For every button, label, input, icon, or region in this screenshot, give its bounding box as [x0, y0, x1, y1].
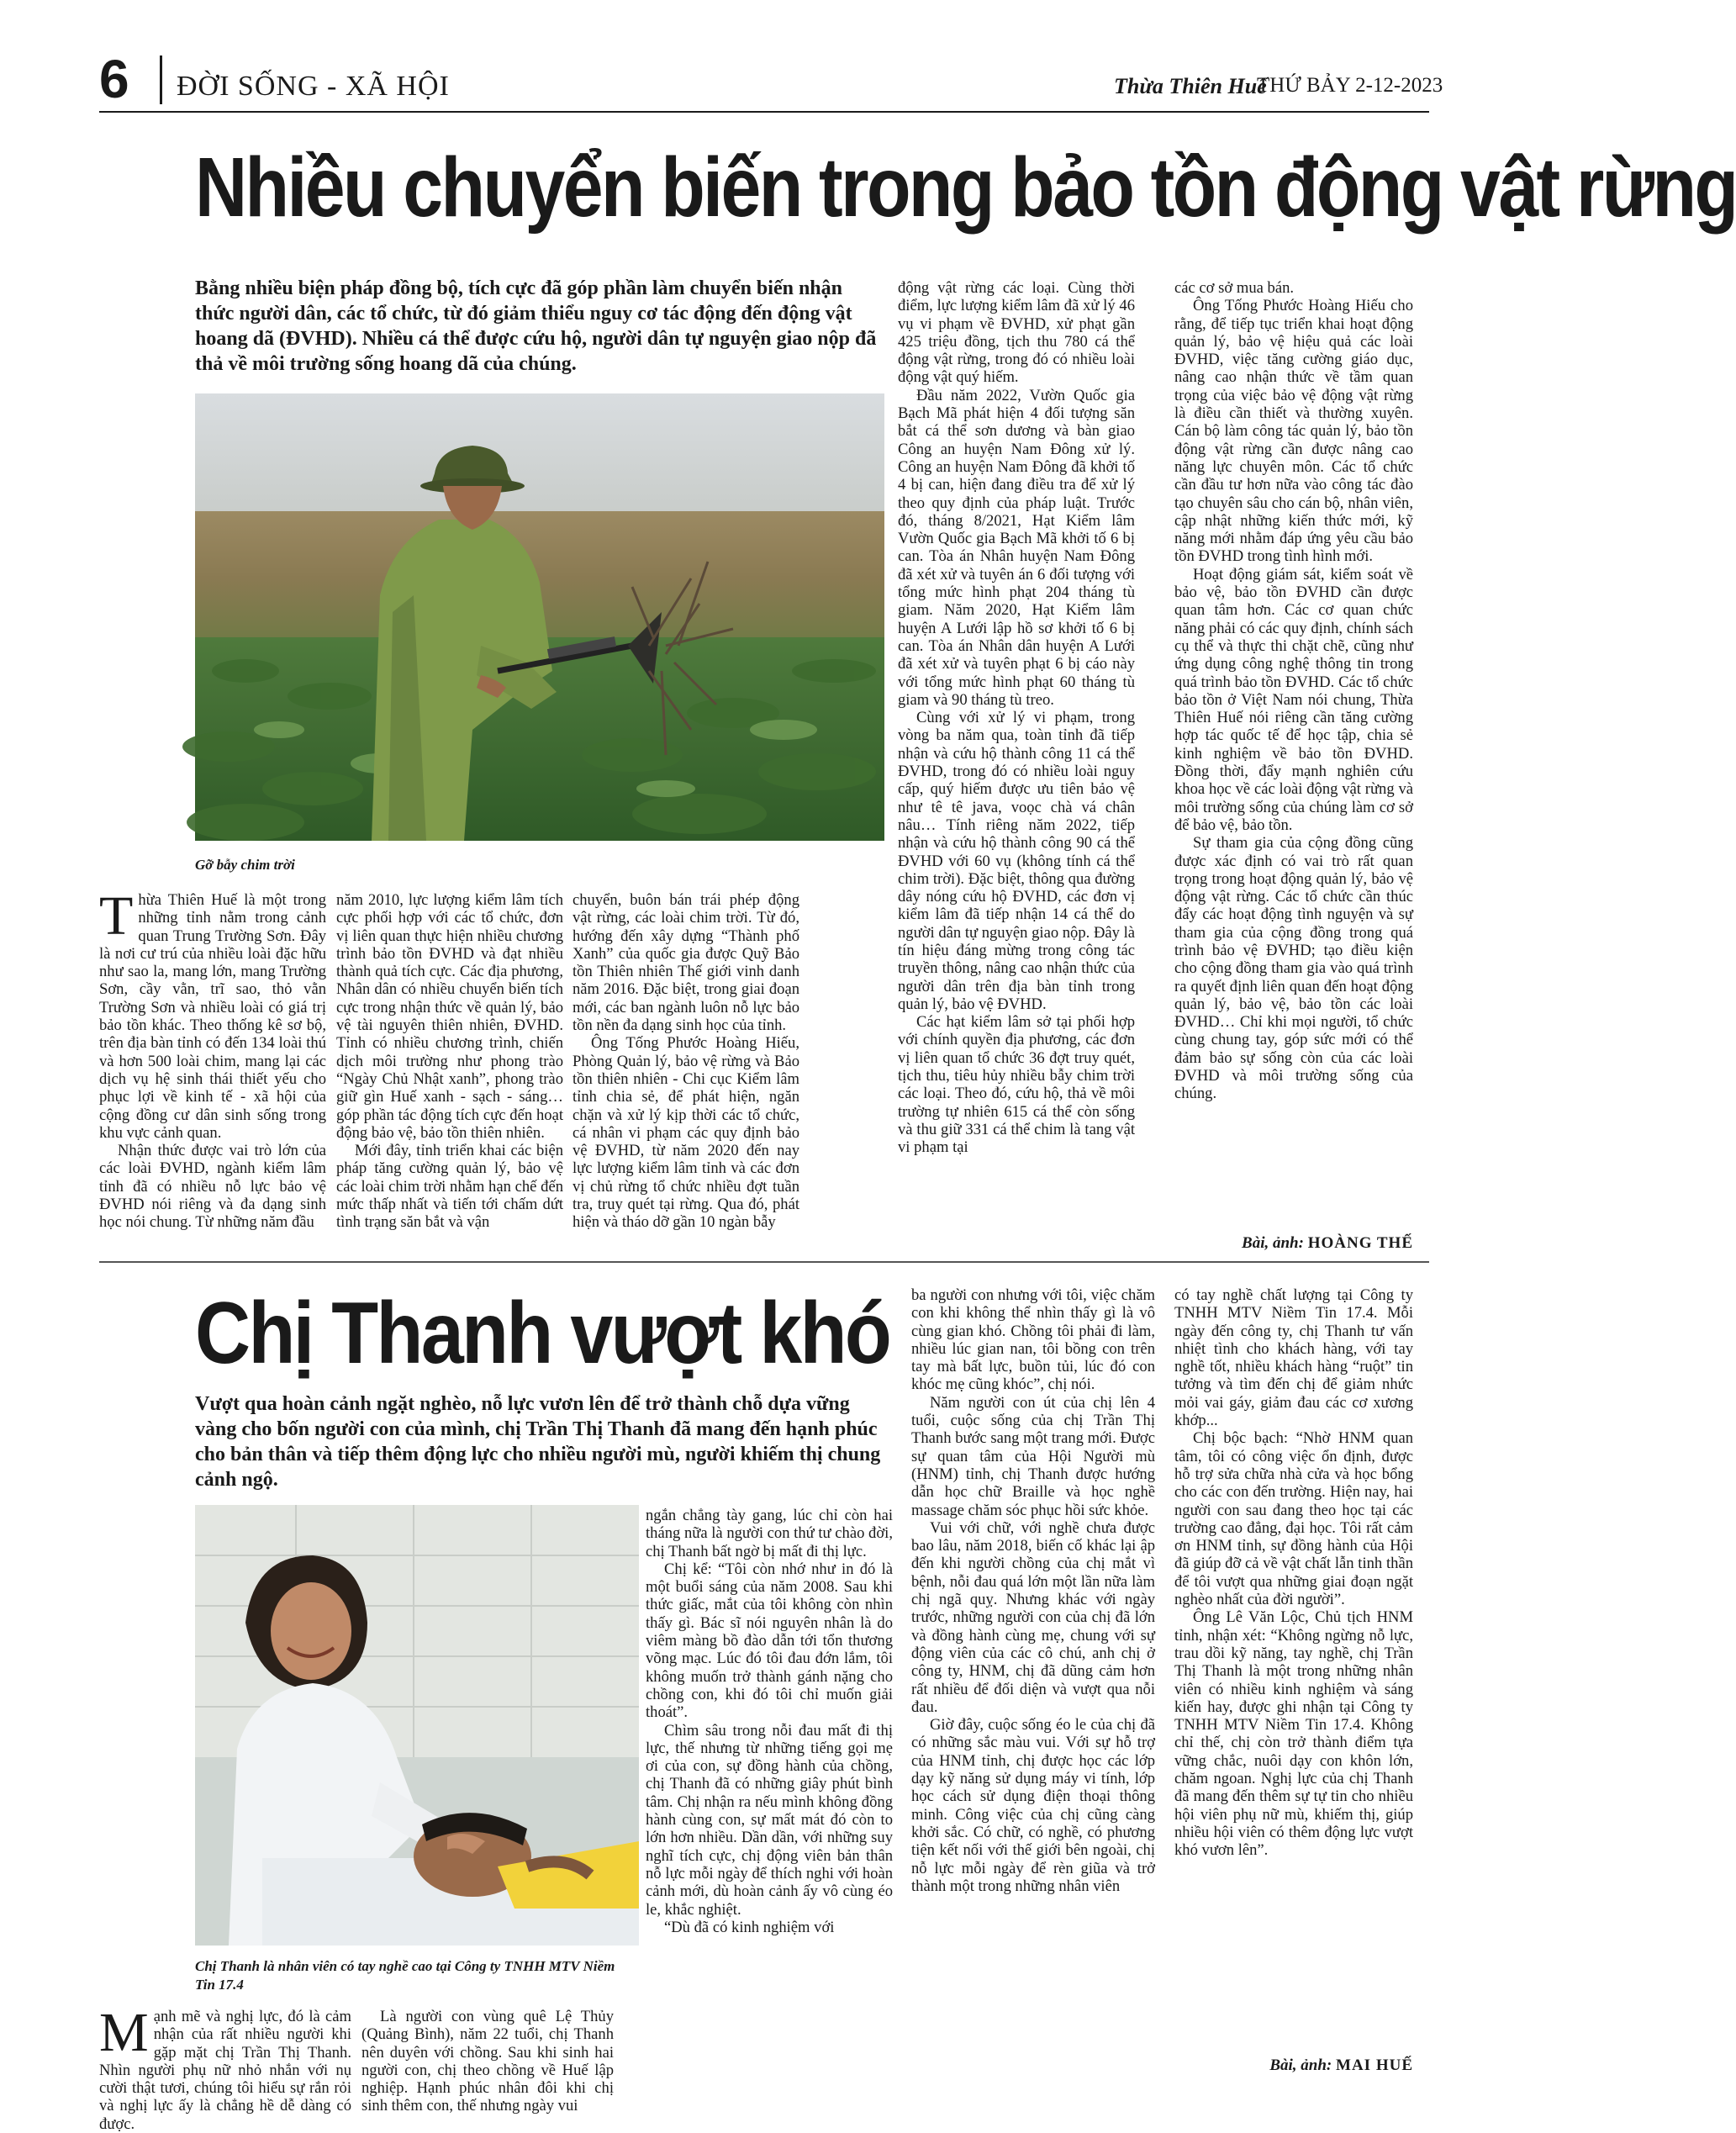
article2-column-4 — [911, 1286, 1155, 2078]
header-divider — [160, 55, 162, 104]
article1-col5-para: Hoạt động giám sát, kiểm soát về bảo vệ, bảo tồn ĐVHD cần được quan tâm hơn. Các cơ quan chức năng phải có các quy định, chính sách cụ thể và thực thi chặt chẽ, cũng như ứng dụng công nghệ thông tin trong quá trình bảo tồn ĐVHD. Các tổ chức bảo tồn ở Việt Nam nói chung, Thừa Thiên Huế nói riêng cần tăng cường hợp tác quốc tế để học tập, chia sẻ kinh nghiệm về bảo tồn ĐVHD. Đồng thời, đẩy mạnh nghiên cứu khoa học về các loài động vật rừng và môi trường sống của chúng làm cơ sở để bảo vệ, bảo tồn. — [1174, 565, 1413, 834]
article-separator — [99, 1261, 1429, 1263]
drop-cap: M — [99, 2002, 149, 2063]
article1-col5-para: các cơ sở mua bán. — [1174, 279, 1295, 297]
article2-photo — [195, 1505, 639, 1946]
article1-col5-para: Ông Tống Phước Hoàng Hiếu cho rằng, để tiếp tục triển khai hoạt động quản lý, bảo vệ hiệu quả các loài ĐVHD, việc tăng cường giáo dục, nâng cao nhận thức về tầm quan trọng của việc bảo vệ động vật rừng là điều cần thiết và thường xuyên. Cán bộ làm công tác quản lý, bảo tồn động vật rừng cần được nâng cao năng lực chuyên môn. Các tổ chức cần đầu tư hơn nữa vào công tác đào tạo chuyên sâu cho cán bộ, nhân viên, cập nhật những kiến thức mới, kỹ năng mới nhằm đáp ứng yêu cầu bảo tồn ĐVHD trong tình hình mới. — [1174, 297, 1413, 566]
article1-col3-para: chuyển, buôn bán trái phép động vật rừng, các loài chim trời. Từ đó, hướng đến xây dựng “Thành phố Xanh” của quốc gia được Quỹ Bảo tồn Thiên nhiên Thế giới vinh danh năm 2016. Đặc biệt, trong giai đoạn mới, các ban ngành luôn nỗ lực bảo tồn nền đa dạng sinh học của tỉnh. — [573, 891, 799, 1035]
massage-photo — [195, 1505, 639, 1946]
article1-col4-para: động vật rừng các loại. Cùng thời điểm, lực lượng kiểm lâm đã xử lý 46 vụ vi phạm về ĐVHD, xử phạt gần 425 triệu đồng, tịch thu 780 cá thể động vật rừng, trong đó có nhiều loài động vật quý hiếm. — [898, 279, 1135, 387]
article1-photo-caption: Gỡ bẫy chim trời — [195, 857, 295, 873]
header-rule — [99, 111, 1429, 113]
article1-col4-para: Các hạt kiểm lâm sở tại phối hợp với chính quyền địa phương, các đơn vị liên quan tổ chức 36 đợt truy quét, tịch thu, tiêu hủy nhiều bẫy chim trời các loại. Theo đó, cứu hộ, thả về môi trường tự nhiên 615 cá thể còn sống và thu giữ 331 cá thể chim là tang vật vi phạm tại — [898, 1013, 1135, 1157]
article1-col1-para: Thừa Thiên Huế là một trong những tỉnh nằm trong cảnh quan Trung Trường Sơn. Đây là nơi cư trú của nhiều loài đặc hữu như sao la, mang lớn, mang Trường Sơn, cầy vằn, trĩ sao, thỏ vằn Trường Sơn và nhiều loài có giá trị bảo tồn khác. Theo thống kê sơ bộ, trên địa bàn tỉnh có đến 134 loài thú và hơn 500 loài chim, mang lại các dịch vụ hệ sinh thái thiết yếu cho phục lợi về kinh tế - xã hội của cộng đồng cư dân sinh sống trong khu vực cảnh quan. — [99, 885, 326, 1142]
section-title: ĐỜI SỐNG - XÃ HỘI — [177, 71, 450, 102]
article2-col4-para: ba người con nhưng với tôi, việc chăm con khi không thể nhìn thấy gì là vô cùng gian khó. Chồng tôi phải đi làm, nhiều lúc gian nan, tôi bồng con trên tay mà bất lực, buồn tủi, lúc đó con khóc mẹ cũng khóc”, chị nói. — [911, 1286, 1155, 1394]
article2-column-1 — [99, 2002, 351, 2133]
article2-col2-para: Là người con vùng quê Lệ Thủy (Quảng Bình), năm 22 tuổi, chị Thanh nên duyên với chồng. Sau khi sinh hai người con, chị theo chồng về Huế lập nghiệp. Hạnh phúc nhân đôi khi chị sinh thêm con, thế nhưng ngày vui — [361, 2008, 614, 2115]
article2-photo-caption: Chị Thanh là nhân viên có tay nghề cao tại Công ty TNHH MTV Niềm Tin 17.4 — [195, 1958, 615, 1993]
article2-headline: Chị Thanh vượt khó — [195, 1285, 890, 1382]
article1-column-4 — [898, 279, 1135, 1254]
article2-col5-para: Ông Lê Văn Lộc, Chủ tịch HNM tỉnh, nhận xét: “Không ngừng nỗ lực, trau dồi kỹ năng, tay nghề, chị Trần Thị Thanh là một trong những nhân viên có nhiều kinh nghiệm và sáng kiến hay, được ghi nhận tại Công ty TNHH MTV Niềm Tin 17.4. Không chỉ thế, chị còn trở thành điểm tựa vững chắc, nuôi dạy con khôn lớn, chăm ngoan. Nghị lực của chị Thanh đã mang đến thêm sự tự tin cho nhiều hội viên phụ nữ mù, khiếm thị, giúp nhiều hội viên có thêm động lực vượt khó vươn lên”. — [1174, 1608, 1413, 1860]
article2-col3-para: Chìm sâu trong nỗi đau mất đi thị lực, thế nhưng từ những tiếng gọi mẹ ơi của con, sự đồng hành của chồng, chị Thanh đã có những giây phút bình tâm. Chị nhận ra nếu mình không đồng hành cùng con, sự mất mát đó còn to lớn hơn nhiều. Dần dần, với những suy nghĩ tích cực, chị động viên bản thân nỗ lực mỗi ngày để thích nghi với hoàn cảnh mới, dù hoàn cảnh ấy vô cùng éo le, khắc nghiệt. — [646, 1721, 893, 1919]
article1-col4-para: Cùng với xử lý vi phạm, trong vòng ba năm qua, toàn tỉnh đã tiếp nhận và cứu hộ thành công 11 cá thể ĐVHD, trong đó có nhiều loài nguy cấp, quý hiếm được ưu tiên bảo vệ như tê tê java, voọc chà vá chân nâu… Tính riêng năm 2022, tiếp nhận và cứu hộ thành công 90 cá thể ĐVHD với 60 vụ (không tính cá thể chim trời). Đặc biệt, thông qua đường dây nóng cứu hộ ĐVHD, các đơn vị kiểm lâm đã tiếp nhận 14 cá thể do người dân tự nguyện giao nộp. Đây là tín hiệu đáng mừng trong công tác truyền thông, nâng cao nhận thức của người dân trên địa bàn tỉnh trong quản lý, bảo vệ ĐVHD. — [898, 709, 1135, 1013]
article1-col4-para: Đầu năm 2022, Vườn Quốc gia Bạch Mã phát hiện 4 đối tượng săn bắt cá thể sơn dương và bàn giao Công an huyện Nam Đông xử lý. Công an huyện Nam Đông đã khởi tố 4 bị can, hiện đang điều tra để xử lý theo quy định của pháp luật. Trước đó, tháng 8/2021, Hạt Kiểm lâm Vườn Quốc gia Bạch Mã khởi tố 6 bị can. Tòa án Nhân huyện Nam Đông đã xét xử và tuyên án 6 đối tượng với tổng mức hình phạt 204 tháng tù giam. Năm 2020, Hạt Kiểm lâm huyện A Lưới lập hồ sơ khởi tố 6 bị can. Tòa án Nhân dân huyện A Lưới đã xét xử và tuyên phạt 6 bị cáo này với tổng mức hình phạt 60 tháng tù giam và 90 tháng tù treo. — [898, 386, 1135, 709]
article1-column-5 — [1174, 279, 1413, 1229]
article2-column-3 — [646, 1507, 893, 2078]
ranger-trap-photo — [195, 393, 884, 841]
article2-column-2 — [361, 2008, 614, 2115]
article1-byline: Bài, ảnh: HOÀNG THẾ — [1242, 1234, 1413, 1252]
article2-col3-para: “Dù đã có kinh nghiệm với — [664, 1918, 835, 1936]
article1-photo — [195, 393, 884, 841]
page-number: 6 — [99, 49, 129, 109]
article1-col5-para: Sự tham gia của cộng đồng cũng được xác định có vai trò rất quan trọng trong hoạt động quản lý, bảo vệ động vật rừng. Các tổ chức cần thúc đẩy các hoạt động tình nguyện và sự tham gia của cộng đồng trong quá trình bảo vệ ĐVHD; tạo điều kiện cho cộng đồng tham gia vào quá trình ra quyết định liên quan đến hoạt động quản lý, bảo vệ, bảo tồn các loài ĐVHD… Chỉ khi mọi người, tổ chức cùng chung tay, góp sức mới có thể đảm bảo sự sống còn của các loài ĐVHD và môi trường sống của chúng. — [1174, 834, 1413, 1103]
article1-column-2 — [336, 891, 563, 1232]
issue-date: THỨ BẢY 2-12-2023 — [1257, 74, 1443, 97]
article2-col3-para: Chị kể: “Tôi còn nhớ như in đó là một buổi sáng của năm 2008. Sau khi thức giấc, mắt của tôi không còn nhìn thấy gì. Bác sĩ nói nguyên nhân là do viêm màng bồ đào dẫn tới tổn thương võng mạc. Lúc đó tôi đau đớn lắm, tôi không muốn trở thành gánh nặng cho chồng con, khi đó tôi chỉ muốn giải thoát”. — [646, 1560, 893, 1722]
article1-col2-para: Mới đây, tỉnh triển khai các biện pháp tăng cường quản lý, bảo vệ các loài chim trời nhằm hạn chế đến mức thấp nhất và tiến tới chấm dứt tình trạng săn bắt và vận — [336, 1142, 563, 1232]
article2-col4-para: Vui với chữ, với nghề chưa được bao lâu, năm 2018, biến cố khác lại ập đến khi người chồng của chị mắt vì bệnh, nỗi đau quá lớn một lần nữa làm chị ngã quỵ. Nhưng khác với ngày trước, những người con của chị đã lớn và đồng hành cùng mẹ, chung với sự động viên của các cô chú, anh chị ở công ty, HNM, chị đã dũng cảm hơn rất nhiều để đối diện và vượt qua nỗi đau. — [911, 1518, 1155, 1716]
article1-headline: Nhiều chuyển biến trong bảo tồn động vật rừng — [195, 140, 1736, 235]
article1-column-1 — [99, 885, 326, 1232]
article2-col5-para: Chị bộc bạch: “Nhờ HNM quan tâm, tôi có công việc ổn định, được hỗ trợ sửa chữa nhà cửa và học bổng cho các con đến trường. Hiện nay, hai người con sau đang theo học tại các trường cao đẳng, đại học. Tôi rất cảm ơn HNM tỉnh, sự đồng hành của Hội đã giúp đỡ cả về vật chất lẫn tinh thần để tôi vượt qua những giai đoạn ngặt nghèo nhất của đời người”. — [1174, 1429, 1413, 1609]
article2-col3-para: ngắn chẳng tày gang, lúc chỉ còn hai tháng nữa là người con thứ tư chào đời, chị Thanh bất ngờ bị mất đi thị lực. — [646, 1507, 893, 1560]
article2-col4-para: Năm người con út của chị lên 4 tuổi, cuộc sống của chị Trần Thị Thanh bước sang một trang mới. Được sự quan tâm của Hội Người mù (HNM) tỉnh, chị Thanh được hướng dẫn học chữ Braille và học nghề massage chăm sóc phục hồi sức khỏe. — [911, 1393, 1155, 1519]
article1-col1-para: Nhận thức được vai trò lớn của các loài ĐVHD, ngành kiểm lâm tỉnh đã có nhiều nỗ lực bảo vệ ĐVHD nói riêng và đa dạng sinh học nói chung. Từ những năm đầu — [99, 1142, 326, 1232]
article1-col3-para: Ông Tống Phước Hoàng Hiếu, Phòng Quản lý, bảo vệ rừng và Bảo tồn thiên nhiên - Chi cục Kiểm lâm tỉnh chia sẻ, để phát hiện, ngăn chặn và xử lý kịp thời các tổ chức, cá nhân vi phạm các quy định bảo vệ ĐVHD, từ năm 2020 đến nay lực lượng kiểm lâm tỉnh và các đơn vị chủ rừng tổ chức nhiều đợt tuần tra, truy quét tại rừng. Qua đó, phát hiện và tháo dỡ gần 10 ngàn bẫy — [573, 1034, 799, 1232]
article1-col2-para: năm 2010, lực lượng kiểm lâm tích cực phối hợp với các tổ chức, đơn vị liên quan thực hiện nhiều chương trình bảo tồn ĐVHD và đạt nhiều thành quả tích cực. Các địa phương, Nhân dân có nhiều chuyển biến tích cực trong nhận thức về quản lý, bảo vệ tài nguyên thiên nhiên, ĐVHD. Tỉnh có nhiều chương trình, chiến dịch môi trường như phong trào “Ngày Chủ Nhật xanh”, phong trào giữ gìn Huế xanh - sạch - sáng… góp phần tác động tích cực đến hoạt động bảo vệ, bảo tồn thiên nhiên. — [336, 891, 563, 1142]
drop-cap: T — [99, 885, 134, 947]
article2-column-5 — [1174, 1286, 1413, 2053]
newspaper-name: Thừa Thiên Huế — [1114, 74, 1267, 98]
article1-sapo: Bằng nhiều biện pháp đồng bộ, tích cực đã góp phần làm chuyển biến nhận thức người dân, các tổ chức, từ đó giảm thiểu nguy cơ tác động đến động vật hoang dã (ĐVHD). Nhiều cá thể được cứu hộ, người dân tự nguyện giao nộp đã thả về môi trường sống hoang dã của chúng. — [195, 277, 877, 375]
article1-column-3 — [573, 891, 799, 1232]
article2-col5-para: có tay nghề chất lượng tại Công ty TNHH MTV Niềm Tin 17.4. Mỗi ngày đến công ty, chị Thanh tư vấn nhiệt tình cho khách hàng, với tay nghề tốt, nhiều khách hàng “ruột” tin tưởng và tìm đến chị để giảm nhức mỏi vai gáy, giảm đau các cơ xương khớp... — [1174, 1286, 1413, 1430]
article2-sapo: Vượt qua hoàn cảnh ngặt nghèo, nỗ lực vươn lên để trở thành chỗ dựa vững vàng cho bốn người con của mình, chị Trần Thị Thanh đã mang đến hạnh phúc cho bản thân và tiếp thêm động lực cho nhiều người mù, người khiếm thị chung cảnh ngộ. — [195, 1393, 881, 1491]
article2-col1-para: Mạnh mẽ và nghị lực, đó là cảm nhận của rất nhiều người khi gặp mặt chị Trần Thị Thanh. Nhìn người phụ nữ nhỏ nhắn với nụ cười thật tươi, chúng tôi hiểu sự rắn rỏi và nghị lực ấy là chẳng hề dễ dàng có được. — [99, 2002, 351, 2133]
article2-byline: Bài, ảnh: MAI HUẾ — [1269, 2056, 1413, 2074]
article2-col4-para: Giờ đây, cuộc sống éo le của chị đã có những sắc màu vui. Với sự hỗ trợ của HNM tỉnh, chị được học các lớp dạy kỹ năng sử dụng máy vi tính, lớp học cách sử dụng điện thoại thông minh. Công việc của chị cũng càng khởi sắc. Có chữ, có nghề, có phương tiện kết nối với thế giới bên ngoài, chị nỗ lực mỗi ngày để rèn giũa và trở thành một trong những nhân viên — [911, 1716, 1155, 1895]
